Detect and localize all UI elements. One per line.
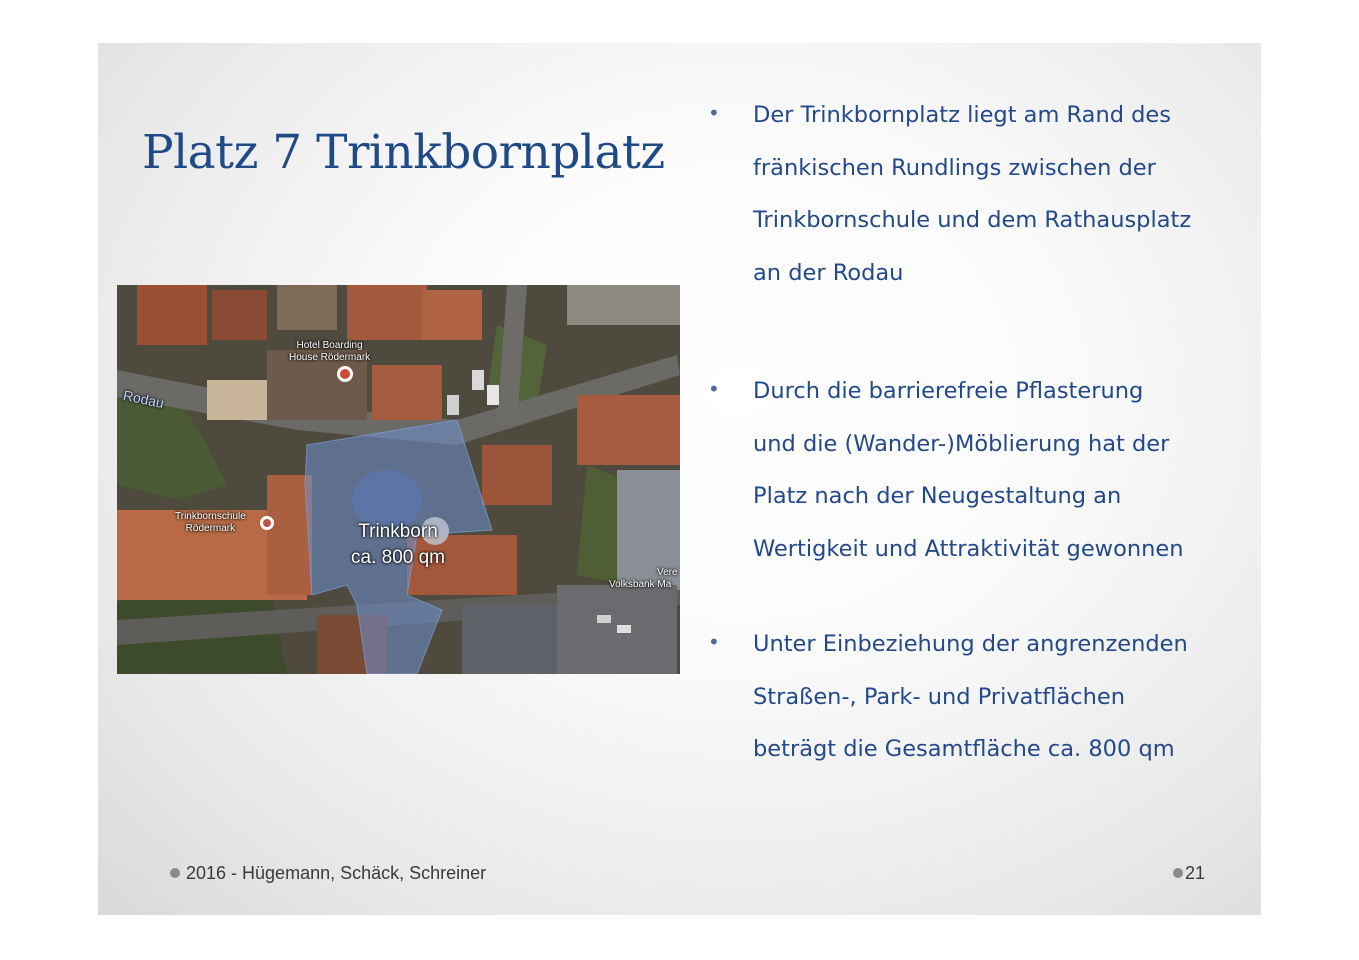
bullet-line: an der Rodau: [753, 259, 904, 286]
map-label-river: Rodau: [121, 386, 166, 412]
footer-bullet-icon: [170, 868, 180, 878]
map-label-trinkborn: [351, 519, 445, 571]
map-label-line: Hotel Boarding: [296, 340, 363, 351]
bullet-marker: •: [708, 630, 720, 654]
map-label-line: Rödermark: [185, 523, 236, 534]
bullet-line: fränkischen Rundlings zwischen der: [753, 154, 1156, 181]
bullet-line: beträgt die Gesamtfläche ca. 800 qm: [753, 736, 1175, 762]
page-number: [1173, 863, 1205, 884]
bullet-line: Trinkbornschule und dem Rathausplatz: [753, 207, 1192, 233]
slide: [98, 43, 1261, 915]
aerial-map-image: [117, 285, 680, 674]
slide-title: Platz 7 Trinkbornplatz: [142, 125, 665, 180]
map-label-line: Trinkbornschule: [175, 511, 246, 522]
bullet-text: [753, 89, 1253, 299]
map-label-line: House Rödermark: [289, 352, 371, 363]
bullet-line: Straßen-, Park- und Privatflächen: [753, 683, 1125, 710]
map-label-line: Trinkborn: [358, 521, 438, 542]
bullet-marker: •: [708, 101, 720, 125]
bullet-line: Wertigkeit und Attraktivität gewonnen: [753, 535, 1184, 562]
map-label-bank: [609, 567, 678, 591]
bullet-line: Der Trinkbornplatz liegt am Rand des: [753, 102, 1171, 128]
map-label-hotel: [289, 340, 370, 364]
bullet-line: Unter Einbeziehung der angrenzenden: [753, 631, 1188, 657]
page-bullet-icon: [1173, 868, 1183, 878]
map-label-line: Volksbank Ma: [609, 579, 672, 590]
bullet-text: [753, 365, 1253, 575]
slide-footer: [170, 863, 486, 884]
bullet-text: [753, 618, 1253, 776]
map-label-line: ca. 800 qm: [351, 547, 445, 568]
bullet-line: Platz nach der Neugestaltung an: [753, 483, 1122, 509]
bullet-line: Durch die barrierefreie Pflasterung: [753, 378, 1144, 404]
bullet-marker: •: [708, 377, 720, 401]
bullet-line: und die (Wander-)Möblierung hat der: [753, 430, 1170, 457]
map-label-line: Vere: [657, 567, 678, 578]
aerial-map-graphic: [117, 285, 680, 674]
page-number-text: 21: [1185, 863, 1206, 883]
footer-text: 2016 - Hügemann, Schäck, Schreiner: [186, 863, 487, 883]
map-label-school: [175, 511, 246, 535]
